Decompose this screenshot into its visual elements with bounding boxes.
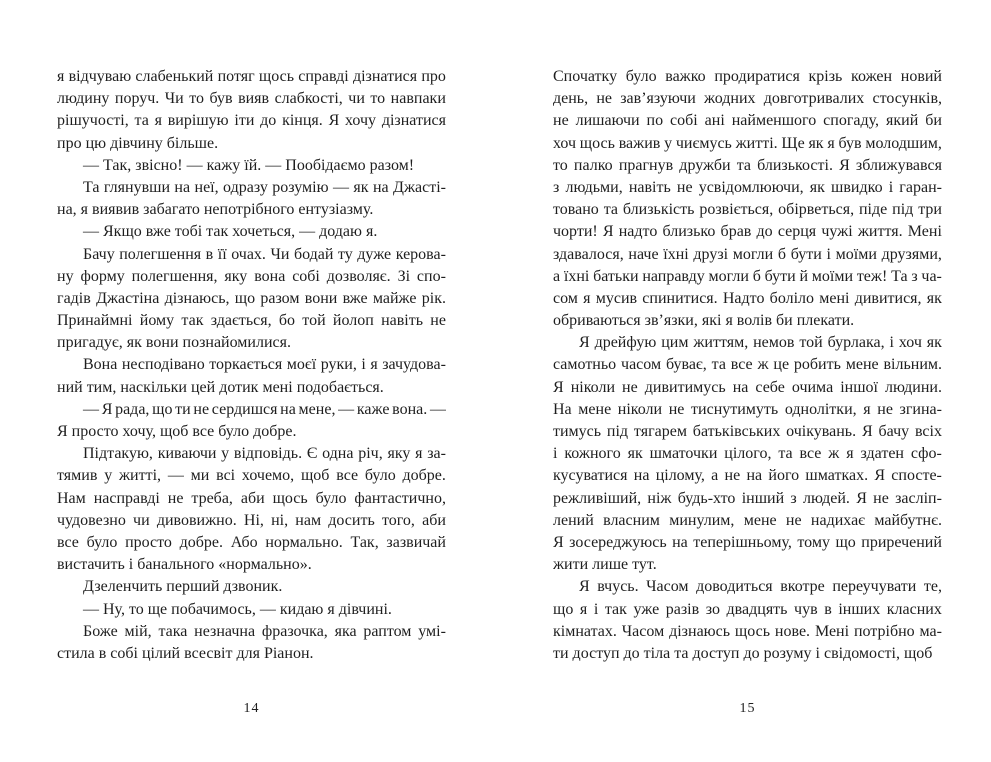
text-line: — Якщо вже тобі так хочеться, — додаю я. (83, 223, 378, 241)
text-line: лений власним минулим, мене не надихає майбутнє. (553, 511, 942, 529)
text-line: сом я мусив спинитися. Надто боліло мені дивитися, як (553, 289, 942, 307)
text-line: — Так, звісно! — кажу їй. — Пообідаємо разом! (83, 156, 415, 174)
text-line: На мене ніколи не тиснутимуть однолітки, я не згина- (553, 400, 942, 418)
text-line: Дзеленчить перший дзвоник. (83, 578, 283, 596)
text-line: а їхні батьки направду могли б бути й моїми теж! Та з ча- (553, 267, 942, 285)
text-line: здавалося, наче їхні друзі могли б бути і моїми друзями, (553, 245, 942, 263)
text-line: я відчуваю слабенький потяг щось справді дізнатися про (57, 68, 446, 85)
text-line: день, не зав’язуючи жодних довготривалих стосунків, (553, 90, 942, 108)
text-line: ний тим, наскільки цей дотик мені подобається. (57, 378, 384, 396)
text-line: Я ніколи не дивитимусь на себе очима іншої людини. (553, 378, 942, 396)
text-line: Я дрейфую цим життям, немов той бурлака, і хоч як (579, 334, 942, 352)
text-line: Спочатку було важко продиратися крізь кожен новий (553, 68, 942, 85)
text-line: Бачу полегшення в її очах. Чи бодай ту дуже керова- (83, 245, 446, 263)
text-line: Боже мій, така незначна фразочка, яка раптом умі- (83, 622, 446, 640)
text-line: вистачить і банального «нормально». (57, 556, 312, 574)
text-line: гадів Джастіна дізнаюсь, що разом вони вже майже рік. (57, 289, 446, 307)
page-number-right: 15 (739, 701, 756, 716)
text-line: жити лише тут. (553, 556, 657, 574)
text-line: кімнатах. Часом дізнаюсь щось нове. Мені потрібно ма- (553, 622, 942, 640)
text-line: Підтакую, киваючи у відповідь. Є одна річ, яку я за- (83, 445, 446, 463)
text-line: то палко прагнув дружби та близькості. Я зближувався (553, 156, 942, 174)
text-line: — Ну, то ще побачимось, — кидаю я дівчині. (83, 600, 392, 618)
text-line: ну форму полегшення, яку вона собі дозволяє. Зі спо- (57, 267, 446, 285)
text-line: хоч щось важив у чиємусь житті. Ще як я був молодшим, (553, 134, 942, 152)
text-line: рішучості, та я вирішую іти до кінця. Я хочу дізнатися (57, 112, 446, 130)
page-right-text (553, 66, 942, 672)
text-line: режливіший, ніж будь-хто інший з людей. Я не засліп- (553, 489, 942, 507)
page-left-text (57, 66, 446, 672)
text-line: Я зосереджуюсь на теперішньому, тому що приречений (553, 533, 942, 551)
text-line: чорти! Я надто близько брав до серця чужі життя. Мені (553, 223, 942, 241)
text-line: стила в собі цілий всесвіт для Ріанон. (57, 644, 314, 662)
text-line: самотньо часом буває, та все ж це робить мене вільним. (553, 356, 942, 374)
text-line: Принаймні йому так здається, бо той йолоп навіть не (57, 312, 446, 330)
text-line: Та глянувши на неї, одразу розумію — як на Джасті- (83, 178, 446, 196)
text-line: людину поруч. Чи то був вияв слабкості, чи то навпаки (57, 90, 446, 108)
text-line: пригадує, як вони познайомилися. (57, 334, 291, 352)
text-line: не лишаючи по собі ані найменшого спогаду, який би (553, 112, 942, 130)
text-line: про цю дівчину більше. (57, 134, 219, 152)
text-line: що я і так уже разів зо двадцять чув в інших класних (553, 600, 942, 618)
text-line: тямив у житті, — ми всі хочемо, щоб все було добре. (57, 467, 446, 485)
text-line: товано та близькість розвіється, обірветься, піде під три (553, 201, 942, 219)
text-line: чудовезно чи дивовижно. Ні, ні, нам досить того, аби (57, 511, 446, 529)
text-line: тимусь під тягарем батьківських очікувань. Я бачу всіх (553, 423, 942, 440)
text-line: кусуватися на цілому, а не на його шматках. Я спосте- (553, 467, 942, 485)
text-line: Я просто хочу, щоб все було добре. (57, 423, 297, 440)
page-number-left: 14 (243, 701, 260, 716)
text-line: на, я виявив забагато непотрібного ентузіазму. (57, 201, 374, 219)
text-line: з людьми, навіть не усвідомлюючи, як швидко і гаран- (553, 178, 942, 196)
text-line: — Я рада, що ти не сердишся на мене, — каже вона. — (83, 400, 446, 418)
text-line: ти доступ до тіла та доступ до розуму і свідомості, щоб (553, 644, 933, 662)
text-line: Нам насправді не треба, аби щось було фантастично, (57, 489, 446, 507)
text-line: все було просто добре. Або нормально. Так, зазвичай (57, 533, 446, 551)
text-line: Я вчусь. Часом доводиться вкотре переучувати те, (579, 578, 942, 596)
text-line: і кожного як шматочки цілого, та все ж я здатен сфо- (553, 445, 942, 463)
text-line: Вона несподівано торкається моєї руки, і я зачудова- (83, 356, 446, 374)
text-line: обриваються зв’язки, які я волів би плекати. (553, 312, 855, 330)
